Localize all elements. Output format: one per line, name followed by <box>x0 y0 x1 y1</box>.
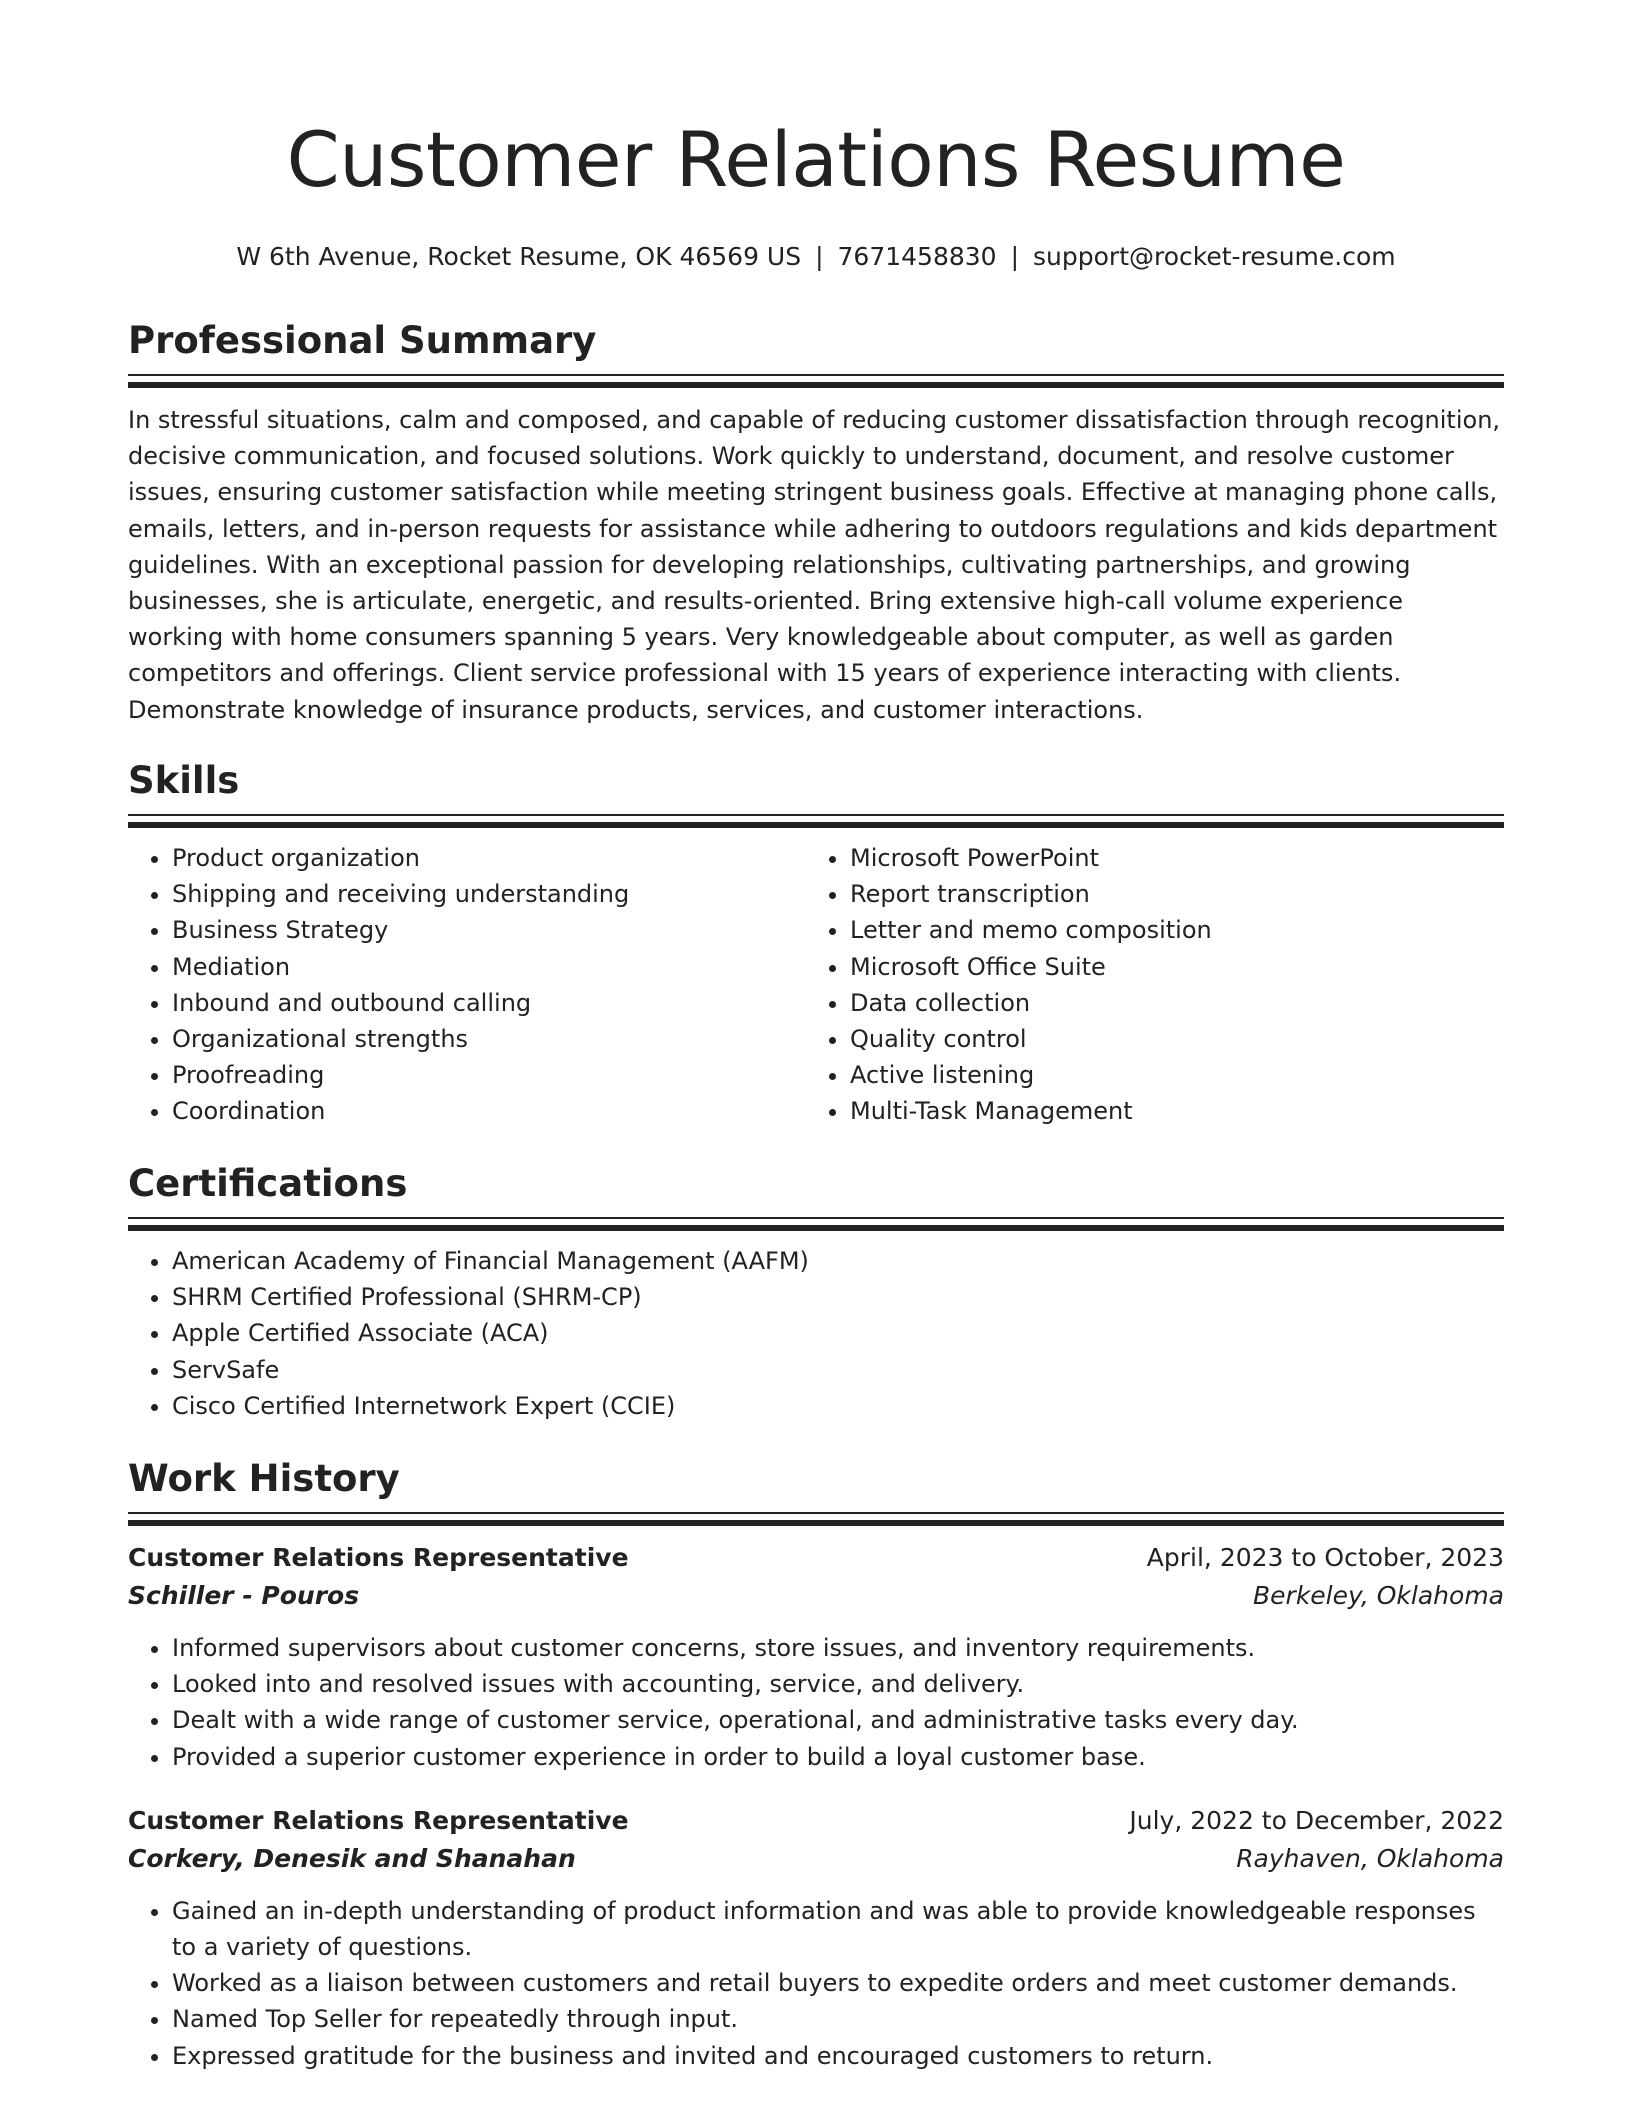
work-history-section <box>128 1456 1504 2074</box>
job-title: Customer Relations Representative <box>128 1805 629 1835</box>
job-bullet: • Looked into and resolved issues with accounting, service, and delivery. <box>172 1666 1504 1702</box>
contact-separator: | <box>1010 242 1020 271</box>
job-bullet: • Dealt with a wide range of customer service, operational, and administrative tasks every day. <box>172 1702 1504 1738</box>
job-bullets <box>128 1630 1504 1775</box>
job-location: Berkeley, Oklahoma <box>1253 1581 1504 1610</box>
job-entry <box>128 1802 1504 2074</box>
job-bullet: • Informed supervisors about customer concerns, store issues, and inventory requirements. <box>172 1630 1504 1666</box>
certification-item: • SHRM Certified Professional (SHRM-CP) <box>172 1279 1504 1315</box>
certification-item: • American Academy of Financial Management (AAFM) <box>172 1243 1504 1279</box>
job-header <box>128 1539 1504 1577</box>
section-divider <box>128 1512 1504 1527</box>
skill-item: • Microsoft Office Suite <box>850 949 1484 985</box>
job-bullet: • Gained an in-depth understanding of product information and was able to provide knowledgeable responses to a variety of questions. <box>172 1893 1504 1965</box>
job-title: Customer Relations Representative <box>128 1543 629 1572</box>
job-bullet: • Expressed gratitude for the business and invited and encouraged customers to return. <box>172 2038 1504 2074</box>
skill-item: • Multi-Task Management <box>850 1093 1484 1129</box>
skills-list-left <box>128 840 806 1130</box>
contact-email: support@rocket-resume.com <box>1033 242 1396 271</box>
section-divider <box>128 1217 1504 1232</box>
certification-item: • ServSafe <box>172 1352 1504 1388</box>
contact-line <box>128 240 1504 274</box>
summary-section <box>128 318 1504 728</box>
job-bullet: • Named Top Seller for repeatedly through input. <box>172 2001 1504 2037</box>
work-history-heading: Work History <box>128 1457 400 1500</box>
summary-heading: Professional Summary <box>128 319 597 362</box>
skill-item: • Data collection <box>850 985 1484 1021</box>
summary-text: In stressful situations, calm and composed, and capable of reducing customer dissatisfaction through recognition, decisive communication, and focused solutions. Work quickly to understand, document, and resolve customer issues, ensuring customer satisfaction while meeting stringent business goals. Effective at managing phone calls, emails, letters, and in-person requests for assistance while adhering to outdoors regulations and kids department guidelines. With an exceptional passion for developing relationships, cultivating partnerships, and growing businesses, she is articulate, energetic, and results-oriented. Bring extensive high-call volume experience working with home consumers spanning 5 years. Very knowledgeable about computer, as well as garden competitors and offerings. Client service professional with 15 years of experience interacting with clients. Demonstrate knowledge of insurance products, services, and customer interactions. <box>128 406 1501 724</box>
job-header <box>128 1802 1504 1840</box>
certifications-list <box>128 1243 1504 1424</box>
certifications-section <box>128 1161 1504 1424</box>
section-divider <box>128 814 1504 829</box>
skill-item: • Quality control <box>850 1021 1484 1057</box>
job-entry <box>128 1539 1504 1775</box>
skill-item: • Organizational strengths <box>172 1021 806 1057</box>
skill-item: • Product organization <box>172 840 806 876</box>
skill-item: • Coordination <box>172 1093 806 1129</box>
contact-address: W 6th Avenue, Rocket Resume, OK 46569 US <box>236 242 802 271</box>
skill-item: • Shipping and receiving understanding <box>172 876 806 912</box>
skill-item: • Business Strategy <box>172 912 806 948</box>
skills-columns <box>128 840 1504 1130</box>
resume-title: Customer Relations Resume <box>286 115 1346 204</box>
skill-item: • Letter and memo composition <box>850 912 1484 948</box>
skill-item: • Proofreading <box>172 1057 806 1093</box>
certification-item: • Apple Certified Associate (ACA) <box>172 1315 1504 1351</box>
job-company: Schiller - Pouros <box>128 1581 360 1610</box>
skills-column-right <box>806 840 1484 1130</box>
contact-separator: | <box>815 242 824 271</box>
job-bullets <box>128 1893 1504 2074</box>
skills-section <box>128 758 1504 1130</box>
skills-list-right <box>806 840 1484 1130</box>
job-dates: July, 2022 to December, 2022 <box>1129 1805 1504 1835</box>
skill-item: • Mediation <box>172 949 806 985</box>
job-subheader <box>128 1840 1504 1878</box>
skill-item: • Microsoft PowerPoint <box>850 840 1484 876</box>
certifications-heading: Certifications <box>128 1162 408 1205</box>
job-subheader <box>128 1577 1504 1615</box>
job-bullet: • Provided a superior customer experience in order to build a loyal customer base. <box>172 1739 1504 1775</box>
contact-phone: 7671458830 <box>837 242 997 271</box>
job-company: Corkery, Denesik and Shanahan <box>128 1843 576 1873</box>
skill-item: • Active listening <box>850 1057 1484 1093</box>
job-bullet: • Worked as a liaison between customers and retail buyers to expedite orders and meet customer demands. <box>172 1965 1504 2001</box>
skill-item: • Report transcription <box>850 876 1484 912</box>
section-divider <box>128 374 1504 389</box>
skill-item: • Inbound and outbound calling <box>172 985 806 1021</box>
skills-column-left <box>128 840 806 1130</box>
skills-heading: Skills <box>128 759 240 802</box>
job-location: Rayhaven, Oklahoma <box>1236 1843 1504 1873</box>
certification-item: • Cisco Certified Internetwork Expert (CCIE) <box>172 1388 1504 1424</box>
job-dates: April, 2023 to October, 2023 <box>1146 1543 1504 1572</box>
